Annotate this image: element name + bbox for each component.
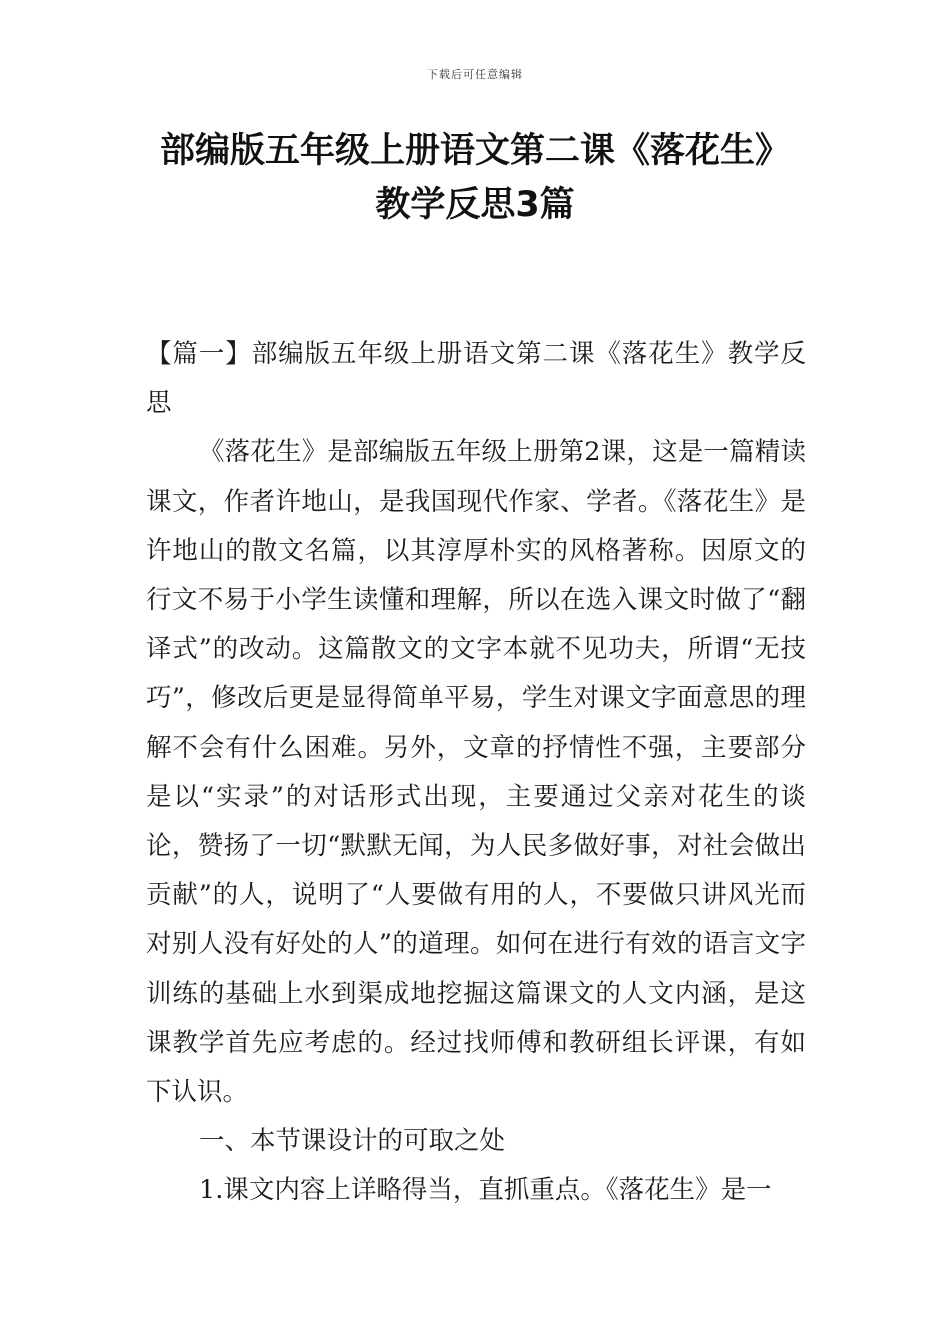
paragraph: 《落花生》是部编版五年级上册第2课，这是一篇精读课文，作者许地山，是我国现代作家、学者。《落花生》是许地山的散文名篇，以其淳厚朴实的风格著称。因原文的行文不易于小学生读懂和理解，所以在选入课文时做了“翻译式”的改动。这篇散文的文字本就不见功夫，所谓“无技巧”，修改后更是显得简单平易，学生对课文字面意思的理解不会有什么困难。另外，文章的抒情性不强，主要部分是以“实录”的对话形式出现，主要通过父亲对花生的谈论，赞扬了一切“默默无闻，为人民多做好事，对社会做出贡献”的人，说明了“人要做有用的人，不要做只讲风光而对别人没有好处的人”的道理。如何在进行有效的语言文字训练的基础上水到渠成地挖掘这篇课文的人文内涵，是这课教学首先应考虑的。经过找师傅和教研组长评课，有如下认识。 [146, 437, 806, 1108]
header-note: 下载后可任意编辑 [427, 68, 523, 81]
document-body [146, 330, 806, 1216]
section-heading: 【篇一】部编版五年级上册语文第二课《落花生》教学反思 [146, 339, 806, 419]
list-heading: 一、本节课设计的可取之处 [199, 1126, 506, 1157]
list-item: 1.课文内容上详略得当，直抓重点。《落花生》是一 [199, 1175, 772, 1206]
document-title [0, 124, 950, 232]
title-line-2: 教学反思3篇 [375, 185, 575, 225]
title-line-1: 部编版五年级上册语文第二课《落花生》 [159, 131, 790, 171]
